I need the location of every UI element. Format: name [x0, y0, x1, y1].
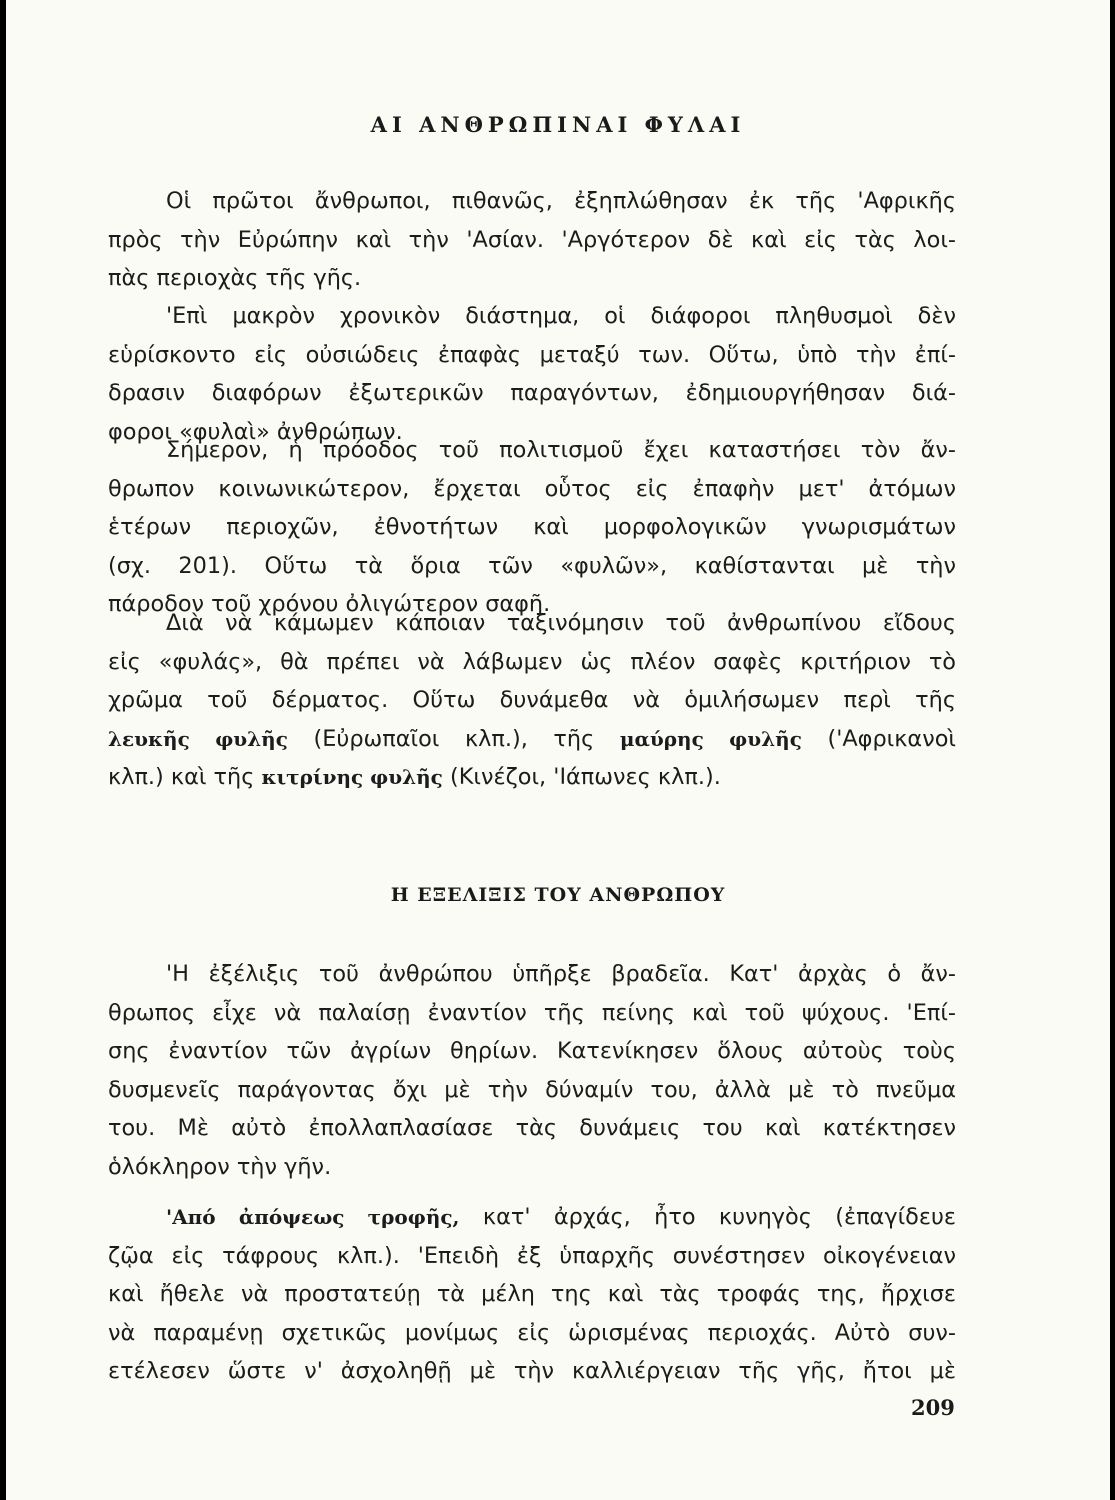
text-line: πὰς περιοχὰς τῆς γῆς. [108, 265, 362, 292]
text-line: χρῶμα τοῦ δέρματος. Οὕτω δυνάμεθα νὰ ὁμιλήσωμεν περὶ τῆς [108, 687, 956, 714]
text-line: σης ἐναντίον τῶν ἀγρίων θηρίων. Κατενίκησεν ὅλους αὐτοὺς τοὺς [108, 1038, 956, 1065]
text-line: πρὸς τὴν Εὐρώπην καὶ τὴν 'Ασίαν. 'Αργότερον δὲ καὶ εἰς τὰς λοι- [108, 226, 956, 253]
paragraph-food [108, 1198, 956, 1391]
bold-term-yellow-race: κιτρίνης φυλῆς [261, 765, 443, 790]
paragraph-origins [108, 182, 956, 298]
text-line: Οἱ πρῶτοι ἄνθρωποι, πιθανῶς, ἐξηπλώθησαν ἐκ τῆς 'Αφρικῆς [166, 188, 956, 214]
section-title-human-races: ΑΙ ΑΝΘΡΩΠΙΝΑΙ ΦΥΛΑΙ [370, 112, 746, 137]
paragraph-today [108, 431, 956, 624]
text-line: θρωπος εἶχε νὰ παλαίσῃ ἐναντίον τῆς πείνης καὶ τοῦ ψύχους. 'Επί- [108, 999, 956, 1026]
text-line: ζῷα εἰς τάφρους κλπ.). 'Επειδὴ ἐξ ὑπαρχῆς συνέστησεν οἰκογένειαν [108, 1242, 956, 1269]
text-line: καὶ ἤθελε νὰ προστατεύῃ τὰ μέλη της καὶ τὰς τροφάς της, ἤρχισε [108, 1281, 956, 1308]
text-line: 'Επὶ μακρὸν χρονικὸν διάστημα, οἱ διάφοροι πληθυσμοὶ δὲν [166, 303, 956, 329]
text-run: κλπ.) καὶ τῆς [108, 764, 255, 791]
text-line: φοροι «φυλαὶ» ἀνθρώπων. [108, 418, 403, 445]
text-line: 'Η ἐξέλιξις τοῦ ἀνθρώπου ὑπῆρξε βραδεῖα. Κατ' ἀρχὰς ὁ ἄν- [166, 961, 956, 987]
text-run: ('Αφρικανοὶ [827, 725, 956, 752]
paragraph-evolution [108, 955, 956, 1187]
text-line: ἑτέρων περιοχῶν, ἐθνοτήτων καὶ μορφολογικῶν γνωρισμάτων [108, 514, 956, 541]
text-run: (Εὐρωπαῖοι κλπ.), τῆς [313, 725, 595, 752]
bold-term-food: 'Από ἀπόψεως τροφῆς, [166, 1205, 460, 1229]
text-line: (σχ. 201). Οὕτω τὰ ὅρια τῶν «φυλῶν», καθίστανται μὲ τὴν [108, 552, 956, 579]
text-line: ὁλόκληρον τὴν γῆν. [108, 1153, 332, 1180]
paragraph-classification [108, 604, 956, 797]
text-line: θρωπον κοινωνικώτερον, ἔρχεται οὗτος εἰς ἐπαφὴν μετ' ἀτόμων [108, 475, 956, 502]
text-run: κατ' ἀρχάς, ἦτο κυνηγὸς (ἐπαγίδευε [482, 1204, 957, 1230]
book-page [6, 0, 1110, 1500]
text-line: δρασιν διαφόρων ἐξωτερικῶν παραγόντων, ἐδημιουργήθησαν διά- [108, 380, 956, 407]
bold-term-white-race: λευκῆς φυλῆς [108, 726, 288, 751]
section-title-human-evolution: Η ΕΞΕΛΙΞΙΣ ΤΟΥ ΑΝΘΡΩΠΟΥ [390, 884, 726, 906]
text-line: δυσμενεῖς παράγοντας ὄχι μὲ τὴν δύναμίν του, ἀλλὰ μὲ τὸ πνεῦμα [108, 1076, 956, 1103]
text-line [108, 720, 956, 759]
bold-term-black-race: μαύρης φυλῆς [619, 726, 802, 751]
text-line [108, 1198, 956, 1237]
page-number: 209 [911, 1395, 955, 1420]
text-line: νὰ παραμένῃ σχετικῶς μονίμως εἰς ὡρισμένας περιοχάς. Αὐτὸ συν- [108, 1319, 956, 1346]
text-line: πάροδον τοῦ χρόνου ὀλιγώτερον σαφῆ. [108, 591, 551, 618]
paragraph-isolation [108, 297, 956, 451]
text-line: Σήμερον, ἡ πρόοδος τοῦ πολιτισμοῦ ἔχει καταστήσει τὸν ἄν- [166, 437, 956, 463]
text-line: ετέλεσεν ὥστε ν' ἀσχοληθῇ μὲ τὴν καλλιέργειαν τῆς γῆς, ἤτοι μὲ [108, 1358, 956, 1385]
text-line [108, 758, 956, 797]
text-line: εὑρίσκοντο εἰς οὐσιώδεις ἐπαφὰς μεταξύ των. Οὕτω, ὑπὸ τὴν ἐπί- [108, 341, 956, 368]
text-run: (Κινέζοι, 'Ιάπωνες κλπ.). [450, 764, 721, 791]
text-line: Διὰ νὰ κάμωμεν κάποιαν ταξινόμησιν τοῦ ἀνθρωπίνου εἴδους [166, 610, 956, 636]
text-line: του. Μὲ αὐτὸ ἐπολλαπλασίασε τὰς δυνάμεις του καὶ κατέκτησεν [108, 1115, 956, 1142]
text-line: εἰς «φυλάς», θὰ πρέπει νὰ λάβωμεν ὡς πλέον σαφὲς κριτήριον τὸ [108, 648, 956, 675]
